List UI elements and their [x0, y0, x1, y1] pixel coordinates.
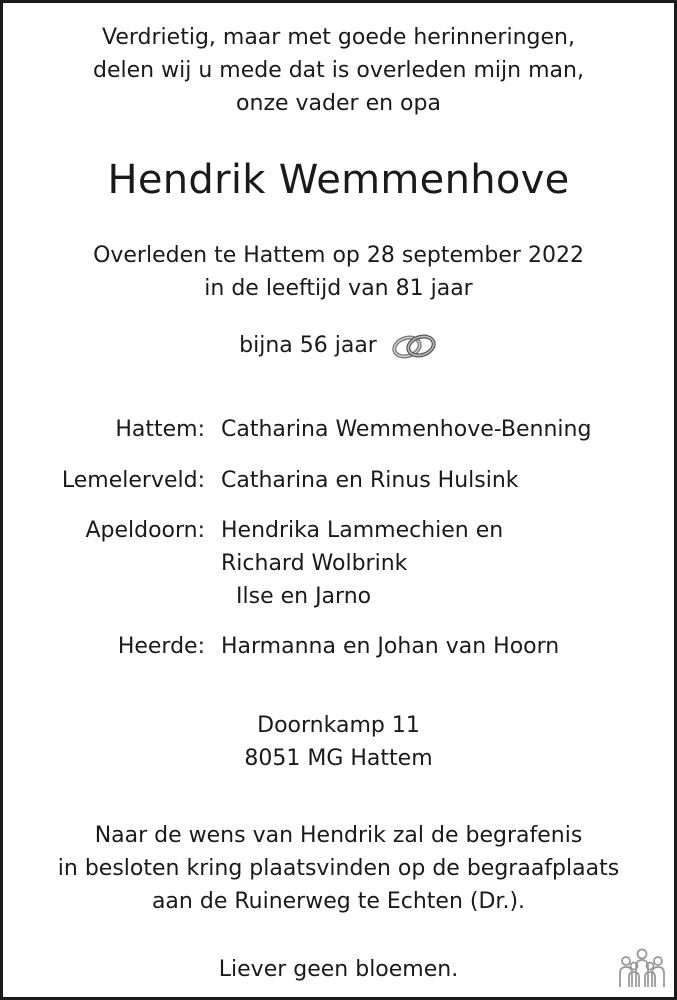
marriage-text: bijna 56 jaar	[239, 333, 377, 358]
relative-row	[3, 514, 674, 614]
address-city: 8051 MG Hattem	[244, 746, 433, 771]
relative-place: Lemelerveld:	[61, 468, 205, 493]
family-logo-icon	[617, 947, 667, 989]
marriage-duration	[3, 329, 674, 363]
intro-text	[3, 21, 674, 120]
relative-names: Harmanna en Johan van Hoorn	[221, 634, 560, 659]
funeral-line: aan de Ruinerweg te Echten (Dr.).	[151, 889, 526, 914]
grandchildren-names: Ilse en Jarno	[236, 584, 372, 609]
home-address	[3, 709, 674, 775]
funeral-notice	[3, 819, 674, 918]
relative-place: Apeldoorn:	[85, 518, 205, 543]
deceased-name: Hendrik Wemmenhove	[107, 157, 570, 203]
funeral-line: in besloten kring plaatsvinden op de begraafplaats	[57, 856, 620, 881]
death-details	[3, 239, 674, 305]
relative-names: Catharina Wemmenhove-Benning	[221, 417, 592, 442]
death-line: Overleden te Hattem op 28 september 2022	[93, 243, 584, 268]
intro-line: Verdrietig, maar met goede herinneringen,	[102, 25, 575, 50]
intro-line: onze vader en opa	[236, 91, 441, 116]
funeral-line: Naar de wens van Hendrik zal de begrafenis	[94, 823, 583, 848]
address-street: Doornkamp 11	[257, 713, 420, 738]
relative-names: Catharina en Rinus Hulsink	[221, 468, 519, 493]
no-flowers-notice: Liever geen bloemen.	[218, 957, 459, 982]
wedding-rings-icon	[390, 331, 438, 361]
age-line: in de leeftijd van 81 jaar	[204, 276, 473, 301]
relative-place: Heerde:	[117, 634, 205, 659]
relative-place: Hattem:	[115, 417, 205, 442]
relative-names: Richard Wolbrink	[221, 551, 408, 576]
intro-line: delen wij u mede dat is overleden mijn man,	[93, 58, 584, 83]
relative-names: Hendrika Lammechien en	[221, 518, 504, 543]
